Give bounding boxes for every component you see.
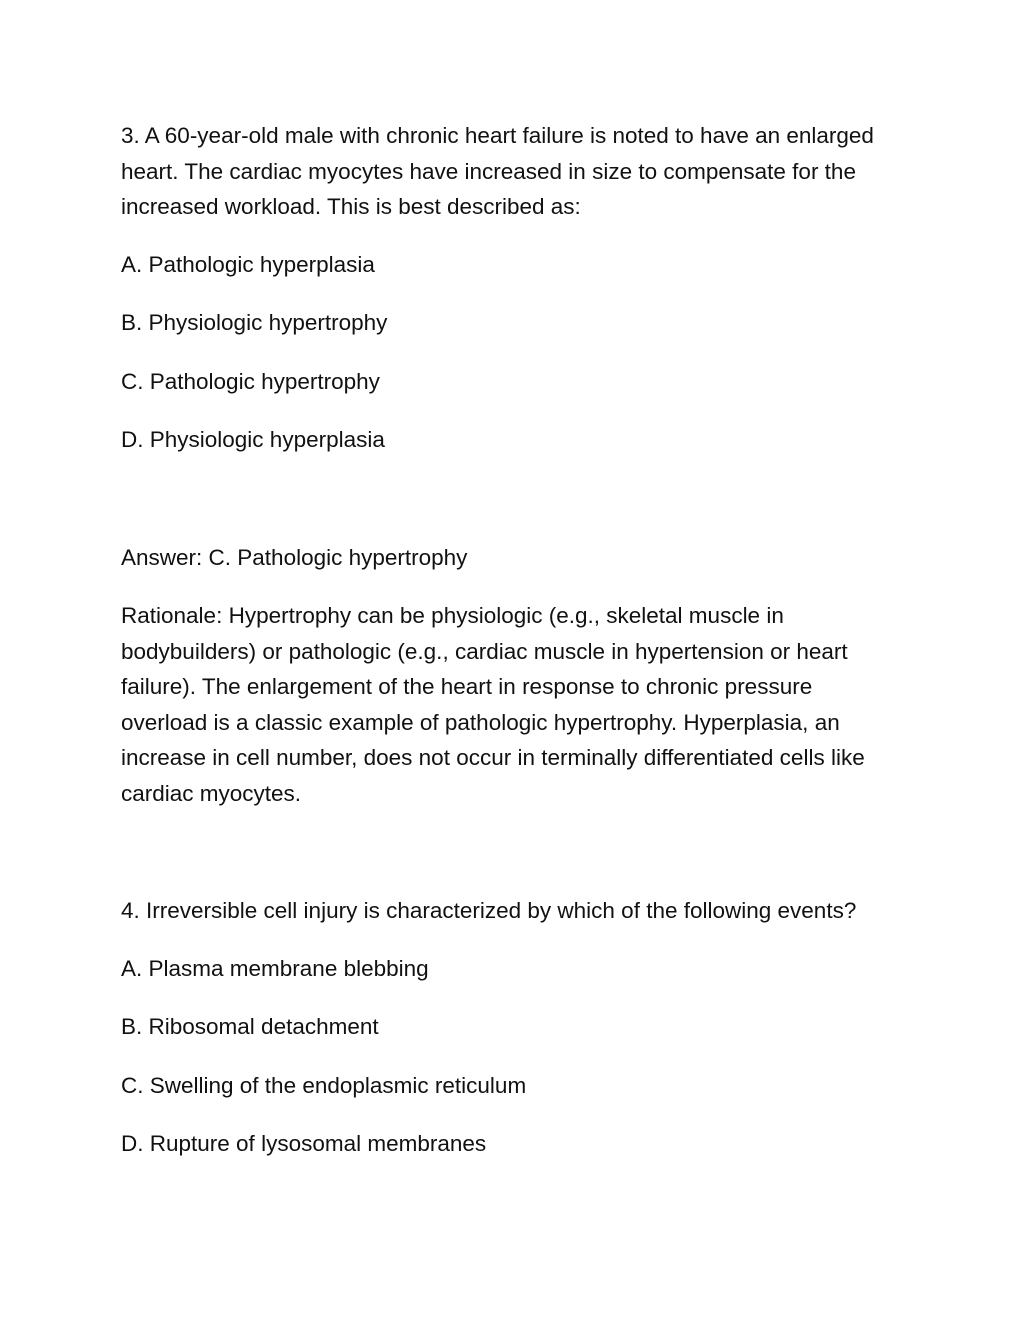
question-3-option-b: B. Physiologic hypertrophy bbox=[121, 310, 388, 335]
question-4-option-c: C. Swelling of the endoplasmic reticulum bbox=[121, 1072, 527, 1098]
question-4-option-d: D. Rupture of lysosomal membranes bbox=[121, 1131, 487, 1156]
question-4-option-b: B. Ribosomal detachment bbox=[121, 1014, 379, 1039]
question-4-stem: 4. Irreversible cell injury is characterized by which of the following events? bbox=[121, 898, 857, 923]
question-3 bbox=[121, 118, 881, 458]
question-3-option-a: A. Pathologic hyperplasia bbox=[121, 251, 375, 277]
document-page bbox=[121, 118, 881, 1162]
question-3-option-c: C. Pathologic hypertrophy bbox=[121, 368, 380, 394]
question-3-answer: Answer: C. Pathologic hypertrophy bbox=[121, 544, 468, 570]
question-4 bbox=[121, 893, 881, 1162]
question-3-rationale: Rationale: Hypertrophy can be physiologic (e.g., skeletal muscle in bodybuilders) or pathologic (e.g., cardiac muscle in hypertension or heart failure). The enlargement of the heart in response to chronic pressure overload is a classic example of pathologic hypertrophy. Hyperplasia, an increase in cell number, does not occur in terminally differentiated cells like cardiac myocytes. bbox=[121, 603, 865, 806]
question-3-option-d: D. Physiologic hyperplasia bbox=[121, 427, 385, 452]
question-3-answer-block bbox=[121, 540, 881, 812]
question-3-stem: 3. A 60-year-old male with chronic heart failure is noted to have an enlarged heart. The cardiac myocytes have increased in size to compensate for the increased workload. This is best described as: bbox=[121, 123, 874, 219]
question-4-option-a: A. Plasma membrane blebbing bbox=[121, 955, 429, 981]
